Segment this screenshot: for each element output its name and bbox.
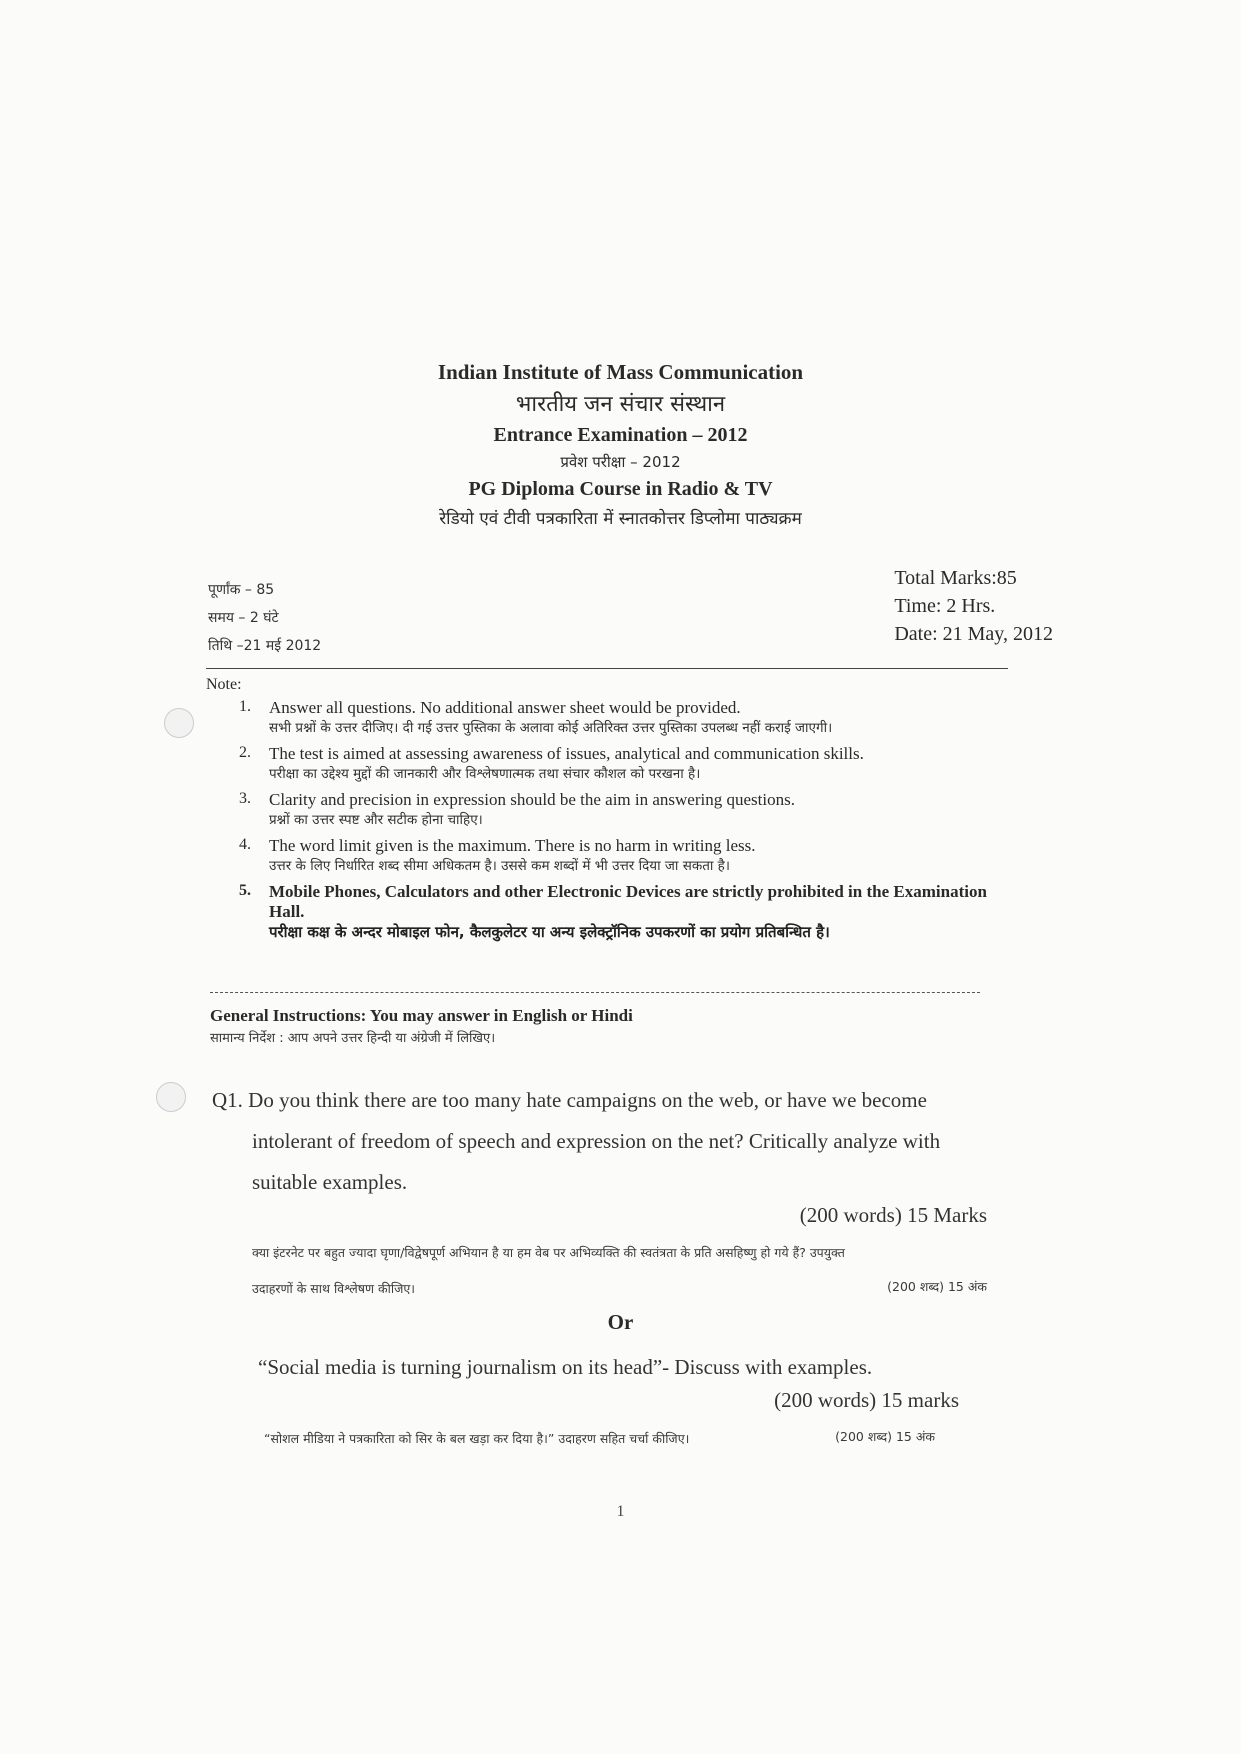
- general-instructions-en: General Instructions: You may answer in English or Hindi: [210, 1006, 633, 1025]
- question-1-line: suitable examples.: [252, 1170, 408, 1194]
- note-number: 5.: [239, 882, 251, 899]
- institute-title-en: Indian Institute of Mass Communication: [437, 360, 804, 384]
- course-title-hi: रेडियो एवं टीवी पत्रकारिता में स्नातकोत्तर डिप्लोमा पाठ्यक्रम: [439, 509, 802, 529]
- note-item: [239, 698, 999, 738]
- note-number: 3.: [239, 790, 251, 807]
- note-text-en: The test is aimed at assessing awareness of issues, analytical and communication skills.: [269, 744, 864, 763]
- exam-title-en: Entrance Examination – 2012: [493, 424, 748, 446]
- note-item: [239, 790, 999, 830]
- punch-hole: [156, 1082, 186, 1112]
- note-text-en: The word limit given is the maximum. There is no harm in writing less.: [269, 836, 756, 855]
- note-label: Note:: [206, 676, 242, 693]
- note-item: [239, 836, 999, 876]
- time-hi: समय – 2 घंटे: [208, 610, 279, 626]
- note-text-en: Clarity and precision in expression should be the aim in answering questions.: [269, 790, 795, 809]
- note-text-en: Mobile Phones, Calculators and other Electronic Devices are strictly prohibited in the Examination Hall.: [269, 882, 987, 921]
- date-en: Date: 21 May, 2012: [894, 623, 1053, 645]
- general-instructions-hi: सामान्य निर्देश : आप अपने उत्तर हिन्दी या अंग्रेजी में लिखिए।: [210, 1031, 496, 1046]
- question-1-marks: (200 words) 15 Marks: [799, 1203, 987, 1227]
- page-number: 1: [616, 1503, 625, 1520]
- note-text-hi: सभी प्रश्नों के उत्तर दीजिए। दी गई उत्तर पुस्तिका के अलावा कोई अतिरिक्त उत्तर पुस्तिका उपलब्ध नहीं कराई जाएगी।: [269, 720, 833, 736]
- note-list: [239, 698, 999, 948]
- marks-hi: पूर्णांक – 85: [208, 582, 275, 598]
- divider-notes: [210, 992, 980, 993]
- note-item: [239, 744, 999, 784]
- exam-info-hi: [208, 576, 321, 660]
- or-separator: Or: [607, 1310, 634, 1334]
- divider-top: [206, 668, 1008, 669]
- question-1-line: intolerant of freedom of speech and expression on the net? Critically analyze with: [252, 1129, 941, 1153]
- exam-title-hi: प्रवेश परीक्षा – 2012: [560, 453, 681, 471]
- note-item: [239, 882, 999, 942]
- note-number: 2.: [239, 744, 251, 761]
- question-1-alternative-hi-marks: (200 शब्द) 15 अंक: [835, 1429, 935, 1444]
- note-text-hi: परीक्षा का उद्देश्य मुद्दों की जानकारी और विश्लेषणात्मक तथा संचार कौशल को परखना है।: [269, 766, 701, 782]
- punch-hole: [164, 708, 194, 738]
- note-number: 4.: [239, 836, 251, 853]
- institute-title-hi: भारतीय जन संचार संस्थान: [515, 392, 726, 417]
- note-text-en: Answer all questions. No additional answer sheet would be provided.: [269, 698, 741, 717]
- note-text-hi: उत्तर के लिए निर्धारित शब्द सीमा अधिकतम है। उससे कम शब्दों में भी उत्तर दिया जा सकता है।: [269, 858, 730, 874]
- note-number: 1.: [239, 698, 251, 715]
- course-title-en: PG Diploma Course in Radio & TV: [468, 478, 773, 500]
- question-1: [212, 1080, 1042, 1203]
- exam-info-en: [894, 564, 1053, 648]
- question-1-hi-line: क्या इंटरनेट पर बहुत ज्यादा घृणा/विद्वेषपूर्ण अभियान है या हम वेब पर अभिव्यक्ति की स्वतंत्रता के प्रति असहिष्णु हो गये हैं? उपयुक्त: [252, 1245, 845, 1260]
- question-1-hi-line: उदाहरणों के साथ विश्लेषण कीजिए।: [252, 1281, 415, 1296]
- marks-en: Total Marks:85: [894, 567, 1017, 589]
- note-text-hi: प्रश्नों का उत्तर स्पष्ट और सटीक होना चाहिए।: [269, 812, 483, 828]
- note-text-hi: परीक्षा कक्ष के अन्दर मोबाइल फोन, कैलकुलेटर या अन्य इलेक्ट्रॉनिक उपकरणों का प्रयोग प्रतिबन्धित है।: [269, 923, 830, 941]
- question-1-hi-marks: (200 शब्द) 15 अंक: [887, 1279, 987, 1294]
- question-1-line: Q1. Do you think there are too many hate campaigns on the web, or have we become: [212, 1088, 927, 1112]
- date-hi: तिथि –21 मई 2012: [208, 638, 322, 654]
- time-en: Time: 2 Hrs.: [894, 595, 996, 617]
- question-1-alternative: “Social media is turning journalism on its head”- Discuss with examples.: [258, 1355, 873, 1379]
- question-1-alternative-hi: “सोशल मीडिया ने पत्रकारिता को सिर के बल खड़ा कर दिया है।” उदाहरण सहित चर्चा कीजिए।: [264, 1431, 690, 1446]
- question-1-alternative-marks: (200 words) 15 marks: [774, 1388, 959, 1412]
